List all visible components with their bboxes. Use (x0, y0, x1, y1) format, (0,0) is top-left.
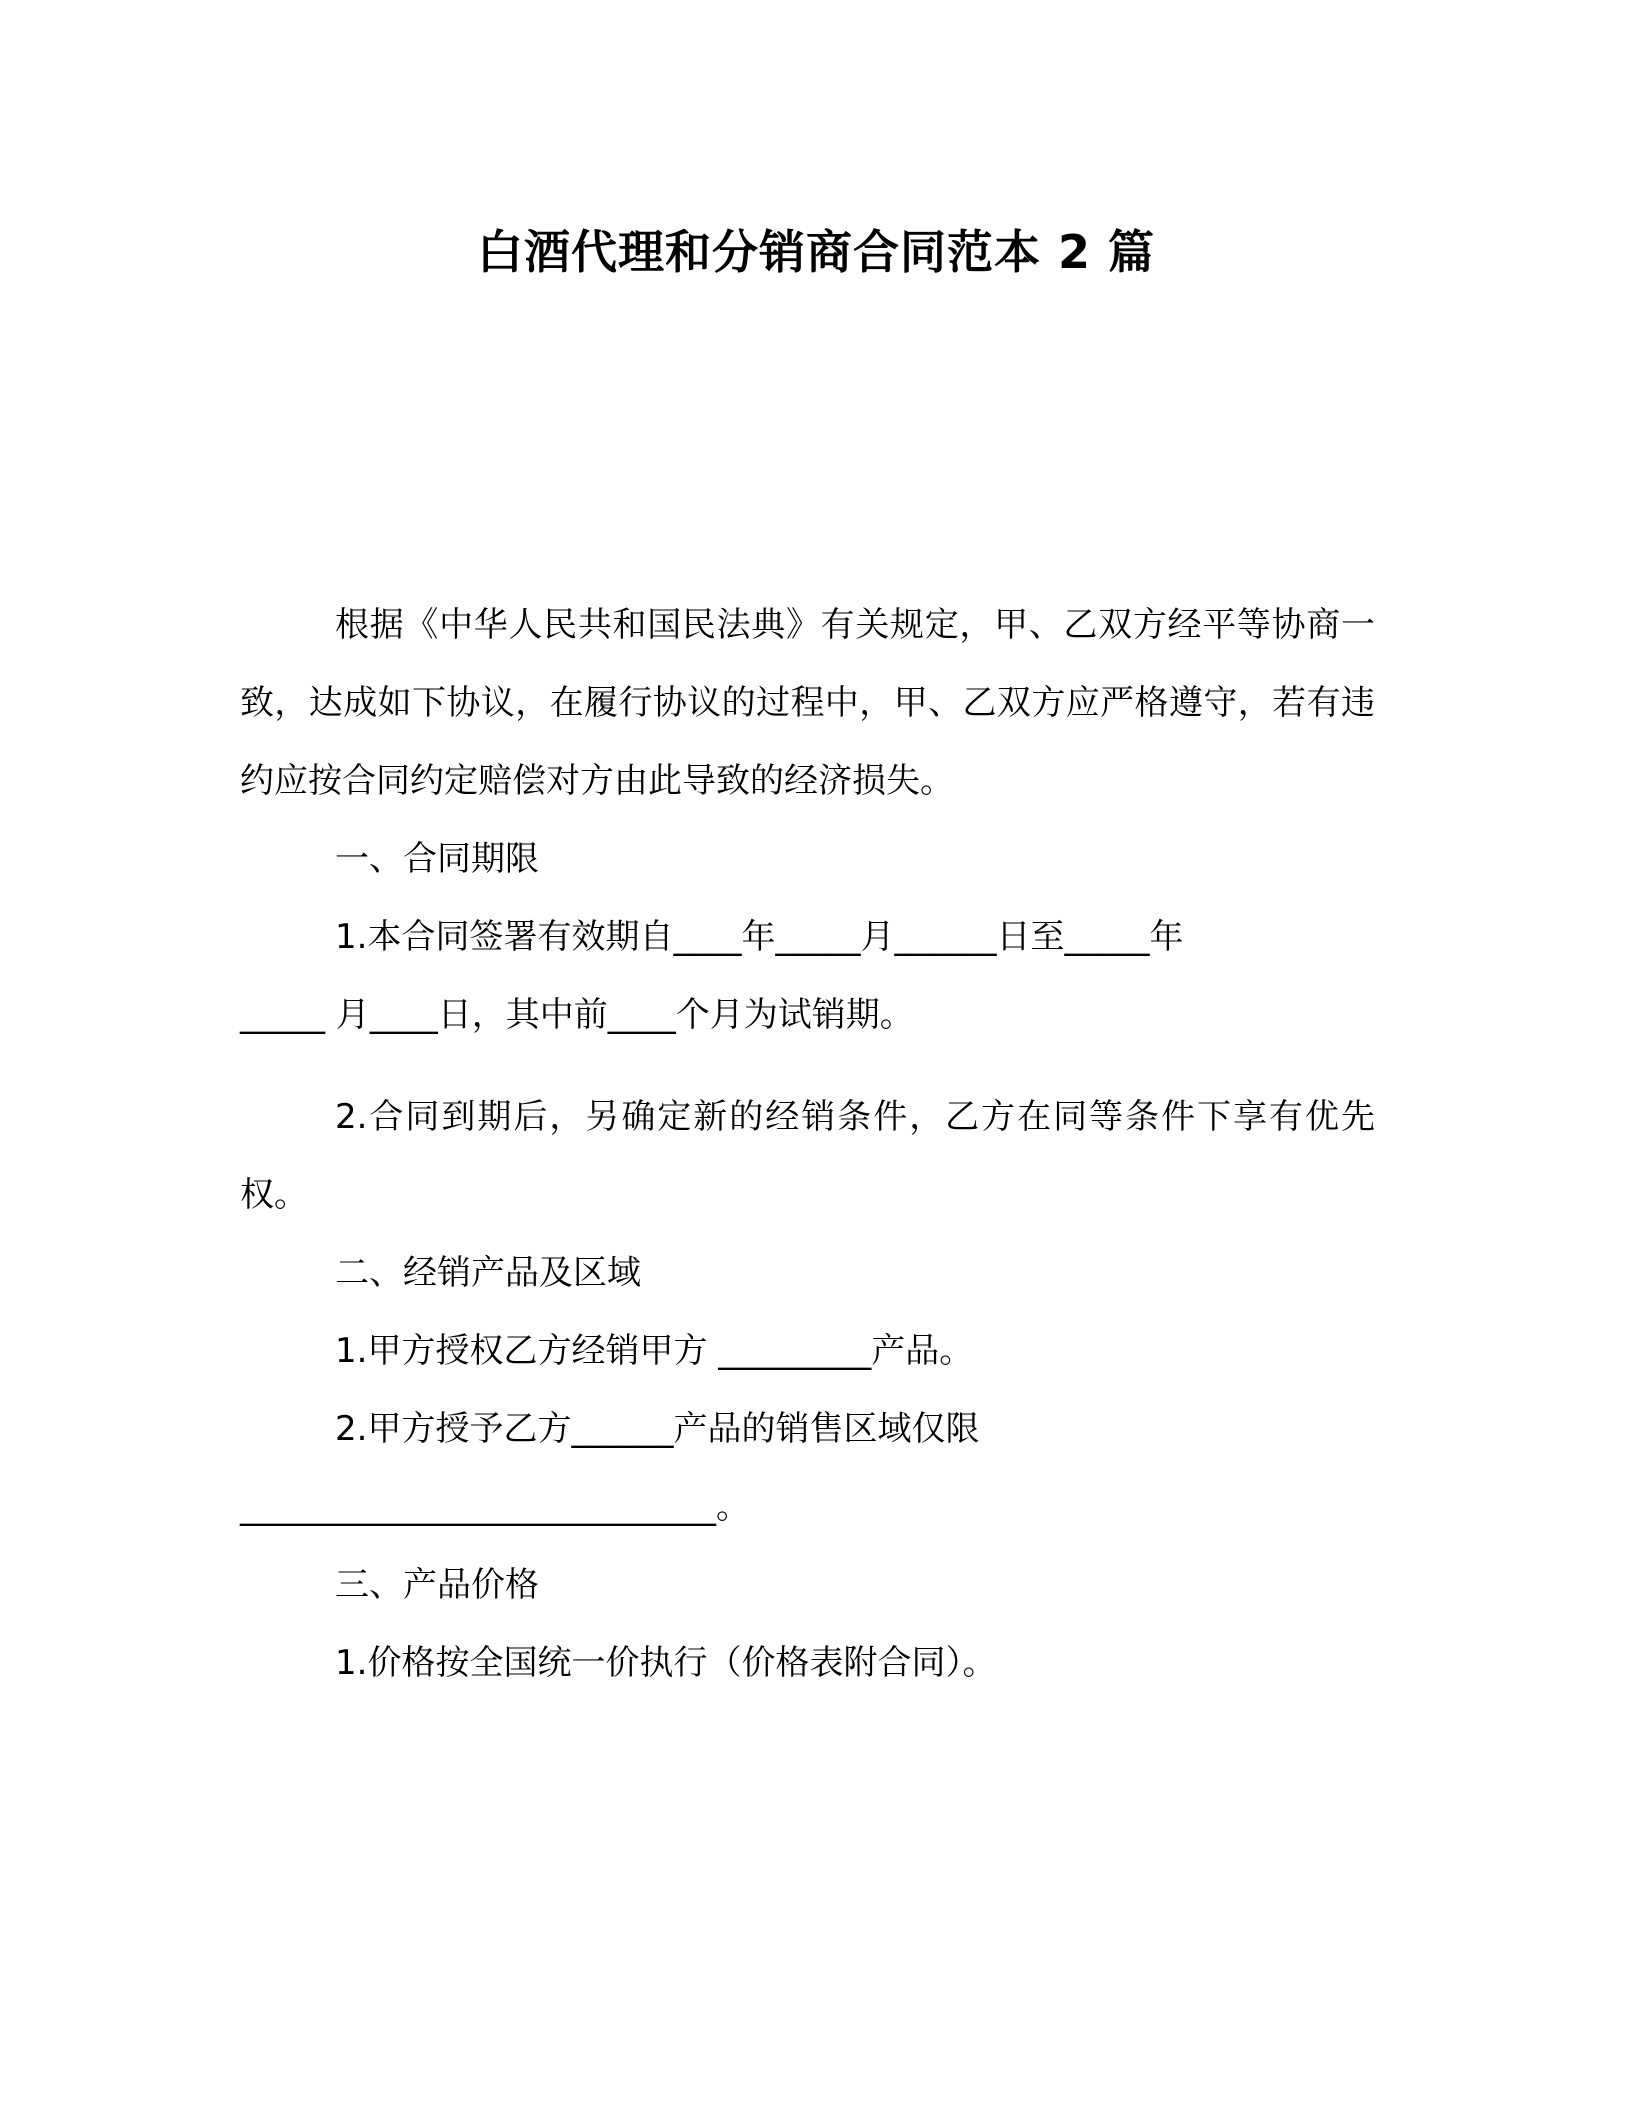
section-2-heading: 二、经销产品及区域 (335, 1253, 641, 1293)
section-1-heading: 一、合同期限 (335, 839, 539, 879)
s1-item1-line2: _____ 月____日，其中前____个月为试销期。 (240, 995, 914, 1035)
s3-item1: 1.价格按全国统一价执行（价格表附合同）。 (335, 1643, 997, 1683)
s2-item2-line2: ____________________________。 (240, 1487, 750, 1527)
s1-item1-line1: 1.本合同签署有效期自____年_____月______日至_____年 (335, 917, 1184, 957)
intro-paragraph: 根据《中华人民共和国民法典》有关规定，甲、乙双方经平等协商一致，达成如下协议，在履行协议的过程中，甲、乙双方应严格遵守，若有违约应按合同约定赔偿对方由此导致的经济损失。 (240, 605, 1375, 801)
s1-item2-paragraph: 2.合同到期后，另确定新的经销条件，乙方在同等条件下享有优先权。 (240, 1097, 1375, 1215)
document-title: 白酒代理和分销商合同范本 2 篇 (476, 225, 1156, 279)
s2-item2-line1: 2.甲方授予乙方______产品的销售区域仅限 (335, 1409, 980, 1449)
section-3-heading: 三、产品价格 (335, 1565, 539, 1605)
document-body (240, 586, 1375, 1702)
s2-item1: 1.甲方授权乙方经销甲方 _________产品。 (335, 1331, 974, 1371)
